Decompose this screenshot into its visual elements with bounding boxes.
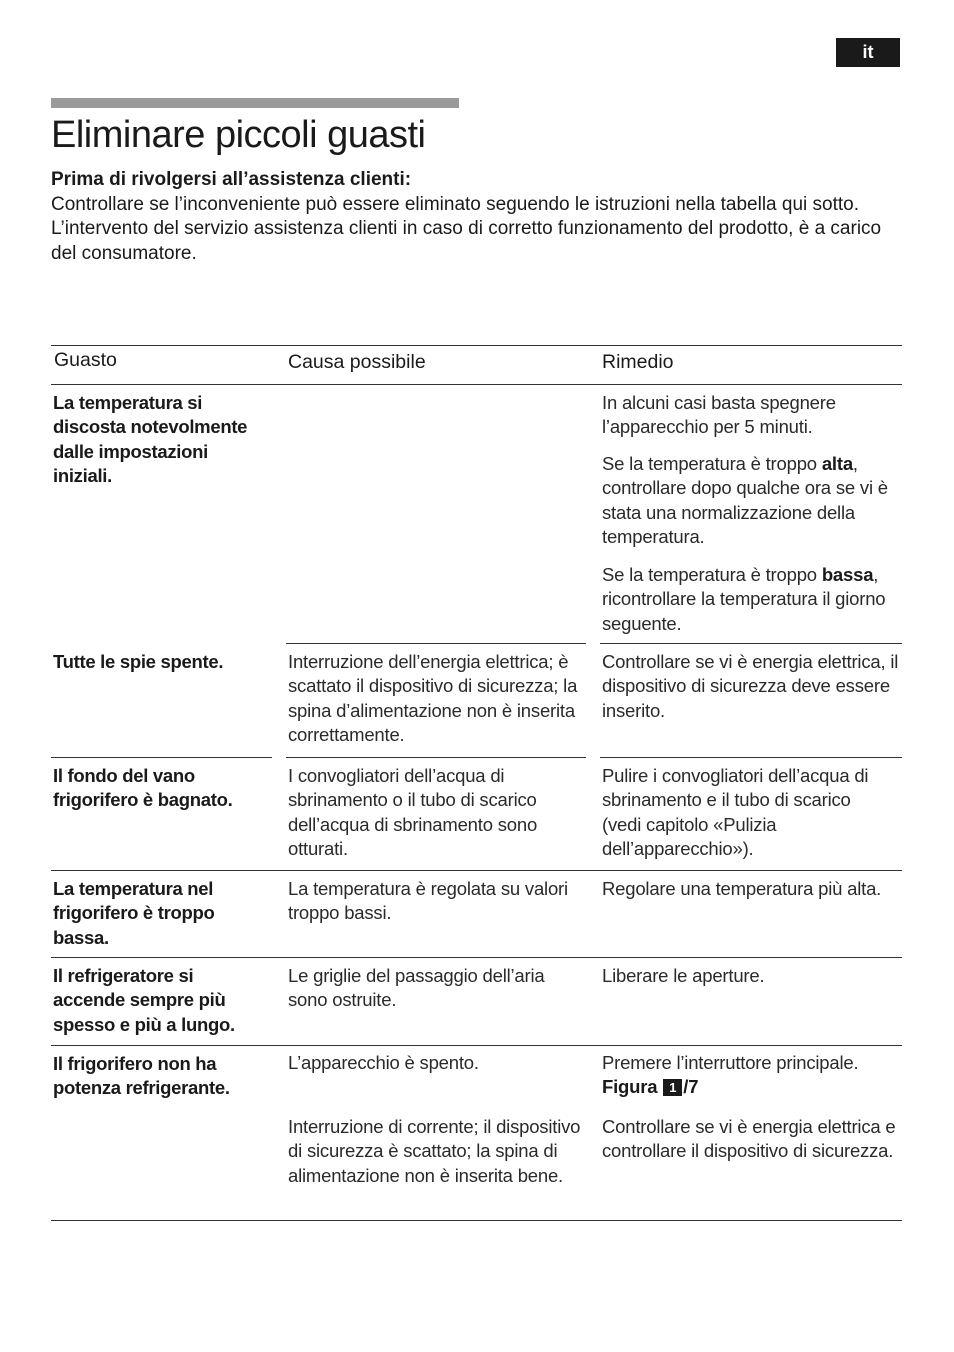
figure-suffix: /7 (683, 1076, 699, 1098)
row6-remedy-2: Controllare se vi è energia elettrica e controllare il dispositivo di sicurezza. (602, 1116, 896, 1162)
row4-cause: La temperatura è regolata su valori troppo bassi. (288, 878, 568, 924)
row4-rule (51, 957, 902, 958)
row3-fault: Il fondo del vano frigorifero è bagnato. (53, 765, 233, 811)
row6-cause-2: Interruzione di corrente; il dispositivo di sicurezza è scattato; la spina di alimentazione non è inserita bene. (288, 1116, 581, 1186)
row3-remedy: Pulire i convogliatori dell’acqua di sbrinamento e il tubo di scarico (vedi capitolo «Pulizia dell’apparecchio»). (602, 765, 869, 860)
row6-fault: Il frigorifero non ha potenza refrigerante. (53, 1053, 230, 1099)
row5-remedy: Liberare le aperture. (602, 965, 765, 986)
intro-paragraph-2: L’intervento del servizio assistenza clienti in caso di corretto funzionamento del prodotto, è a carico del consumatore. (51, 218, 882, 264)
col-header-remedy: Rimedio (602, 351, 674, 373)
row1-remedy-3-text: Se la temperatura è troppo (602, 564, 822, 585)
language-badge: it (836, 38, 900, 67)
row4-fault: La temperatura nel frigorifero è troppo bassa. (53, 878, 215, 948)
row3-rule (51, 870, 902, 871)
row4-remedy: Regolare una temperatura più alta. (602, 878, 882, 899)
row6-remedy-1 (602, 1051, 900, 1100)
figure-reference (602, 1076, 698, 1097)
row1-remedy-3 (602, 563, 902, 636)
col-header-fault: Guasto (54, 349, 117, 371)
row2-fault: Tutte le spie spente. (53, 651, 224, 672)
header-bottom-rule (51, 384, 902, 385)
intro-section (51, 168, 901, 266)
row5-rule (51, 1045, 902, 1046)
row1-fault: La temperatura si discosta notevolmente dalle impostazioni iniziali. (53, 392, 248, 487)
row2-rule-remedy (600, 757, 902, 758)
figure-label: Figura (602, 1076, 658, 1098)
intro-lead: Prima di rivolgersi all’assistenza clienti: (51, 169, 412, 190)
col-header-cause: Causa possibile (288, 351, 426, 373)
row1-remedy-3-rest: , ricontrollare la temperatura il giorno seguente. (602, 564, 886, 634)
row1-remedy-2-bold: alta (821, 453, 853, 474)
figure-number-badge: 1 (663, 1079, 682, 1096)
row6-remedy-1-text: Premere l’interruttore principale. (602, 1052, 859, 1073)
intro-paragraph-1: Controllare se l’inconveniente può essere eliminato seguendo le istruzioni nella tabella qui sotto. (51, 193, 859, 215)
row2-remedy: Controllare se vi è energia elettrica, il dispositivo di sicurezza deve essere inserito. (602, 651, 899, 721)
row1-remedy-2-text: Se la temperatura è troppo (602, 453, 822, 474)
row2-rule-fault (51, 757, 272, 758)
row6-cause-1: L’apparecchio è spento. (288, 1052, 479, 1073)
row5-cause: Le griglie del passaggio dell’aria sono ostruite. (288, 965, 545, 1011)
title-decor-bar (51, 98, 459, 108)
row1-remedy-1: In alcuni casi basta spegnere l’apparecchio per 5 minuti. (602, 392, 836, 438)
page-title: Eliminare piccoli guasti (51, 114, 426, 156)
row2-rule-cause (286, 757, 586, 758)
row1-remedy-2 (602, 452, 892, 550)
row2-cause: Interruzione dell’energia elettrica; è scattato il dispositivo di sicurezza; la spina d’alimentazione non è inserita correttamente. (288, 651, 578, 746)
table-top-rule (51, 345, 902, 346)
row1-remedy-3-bold: bassa (821, 564, 874, 585)
row1-remedy-2-rest: , controllare dopo qualche ora se vi è stata una normalizzazione della temperatura. (602, 453, 888, 548)
row1-rule-cause (286, 643, 586, 644)
table-bottom-rule (51, 1220, 902, 1221)
row3-cause: I convogliatori dell’acqua di sbrinamento o il tubo di scarico dell’acqua di sbrinamento sono otturati. (288, 765, 538, 860)
row1-rule-remedy (600, 643, 902, 644)
row5-fault: Il refrigeratore si accende sempre più spesso e più a lungo. (53, 965, 235, 1035)
